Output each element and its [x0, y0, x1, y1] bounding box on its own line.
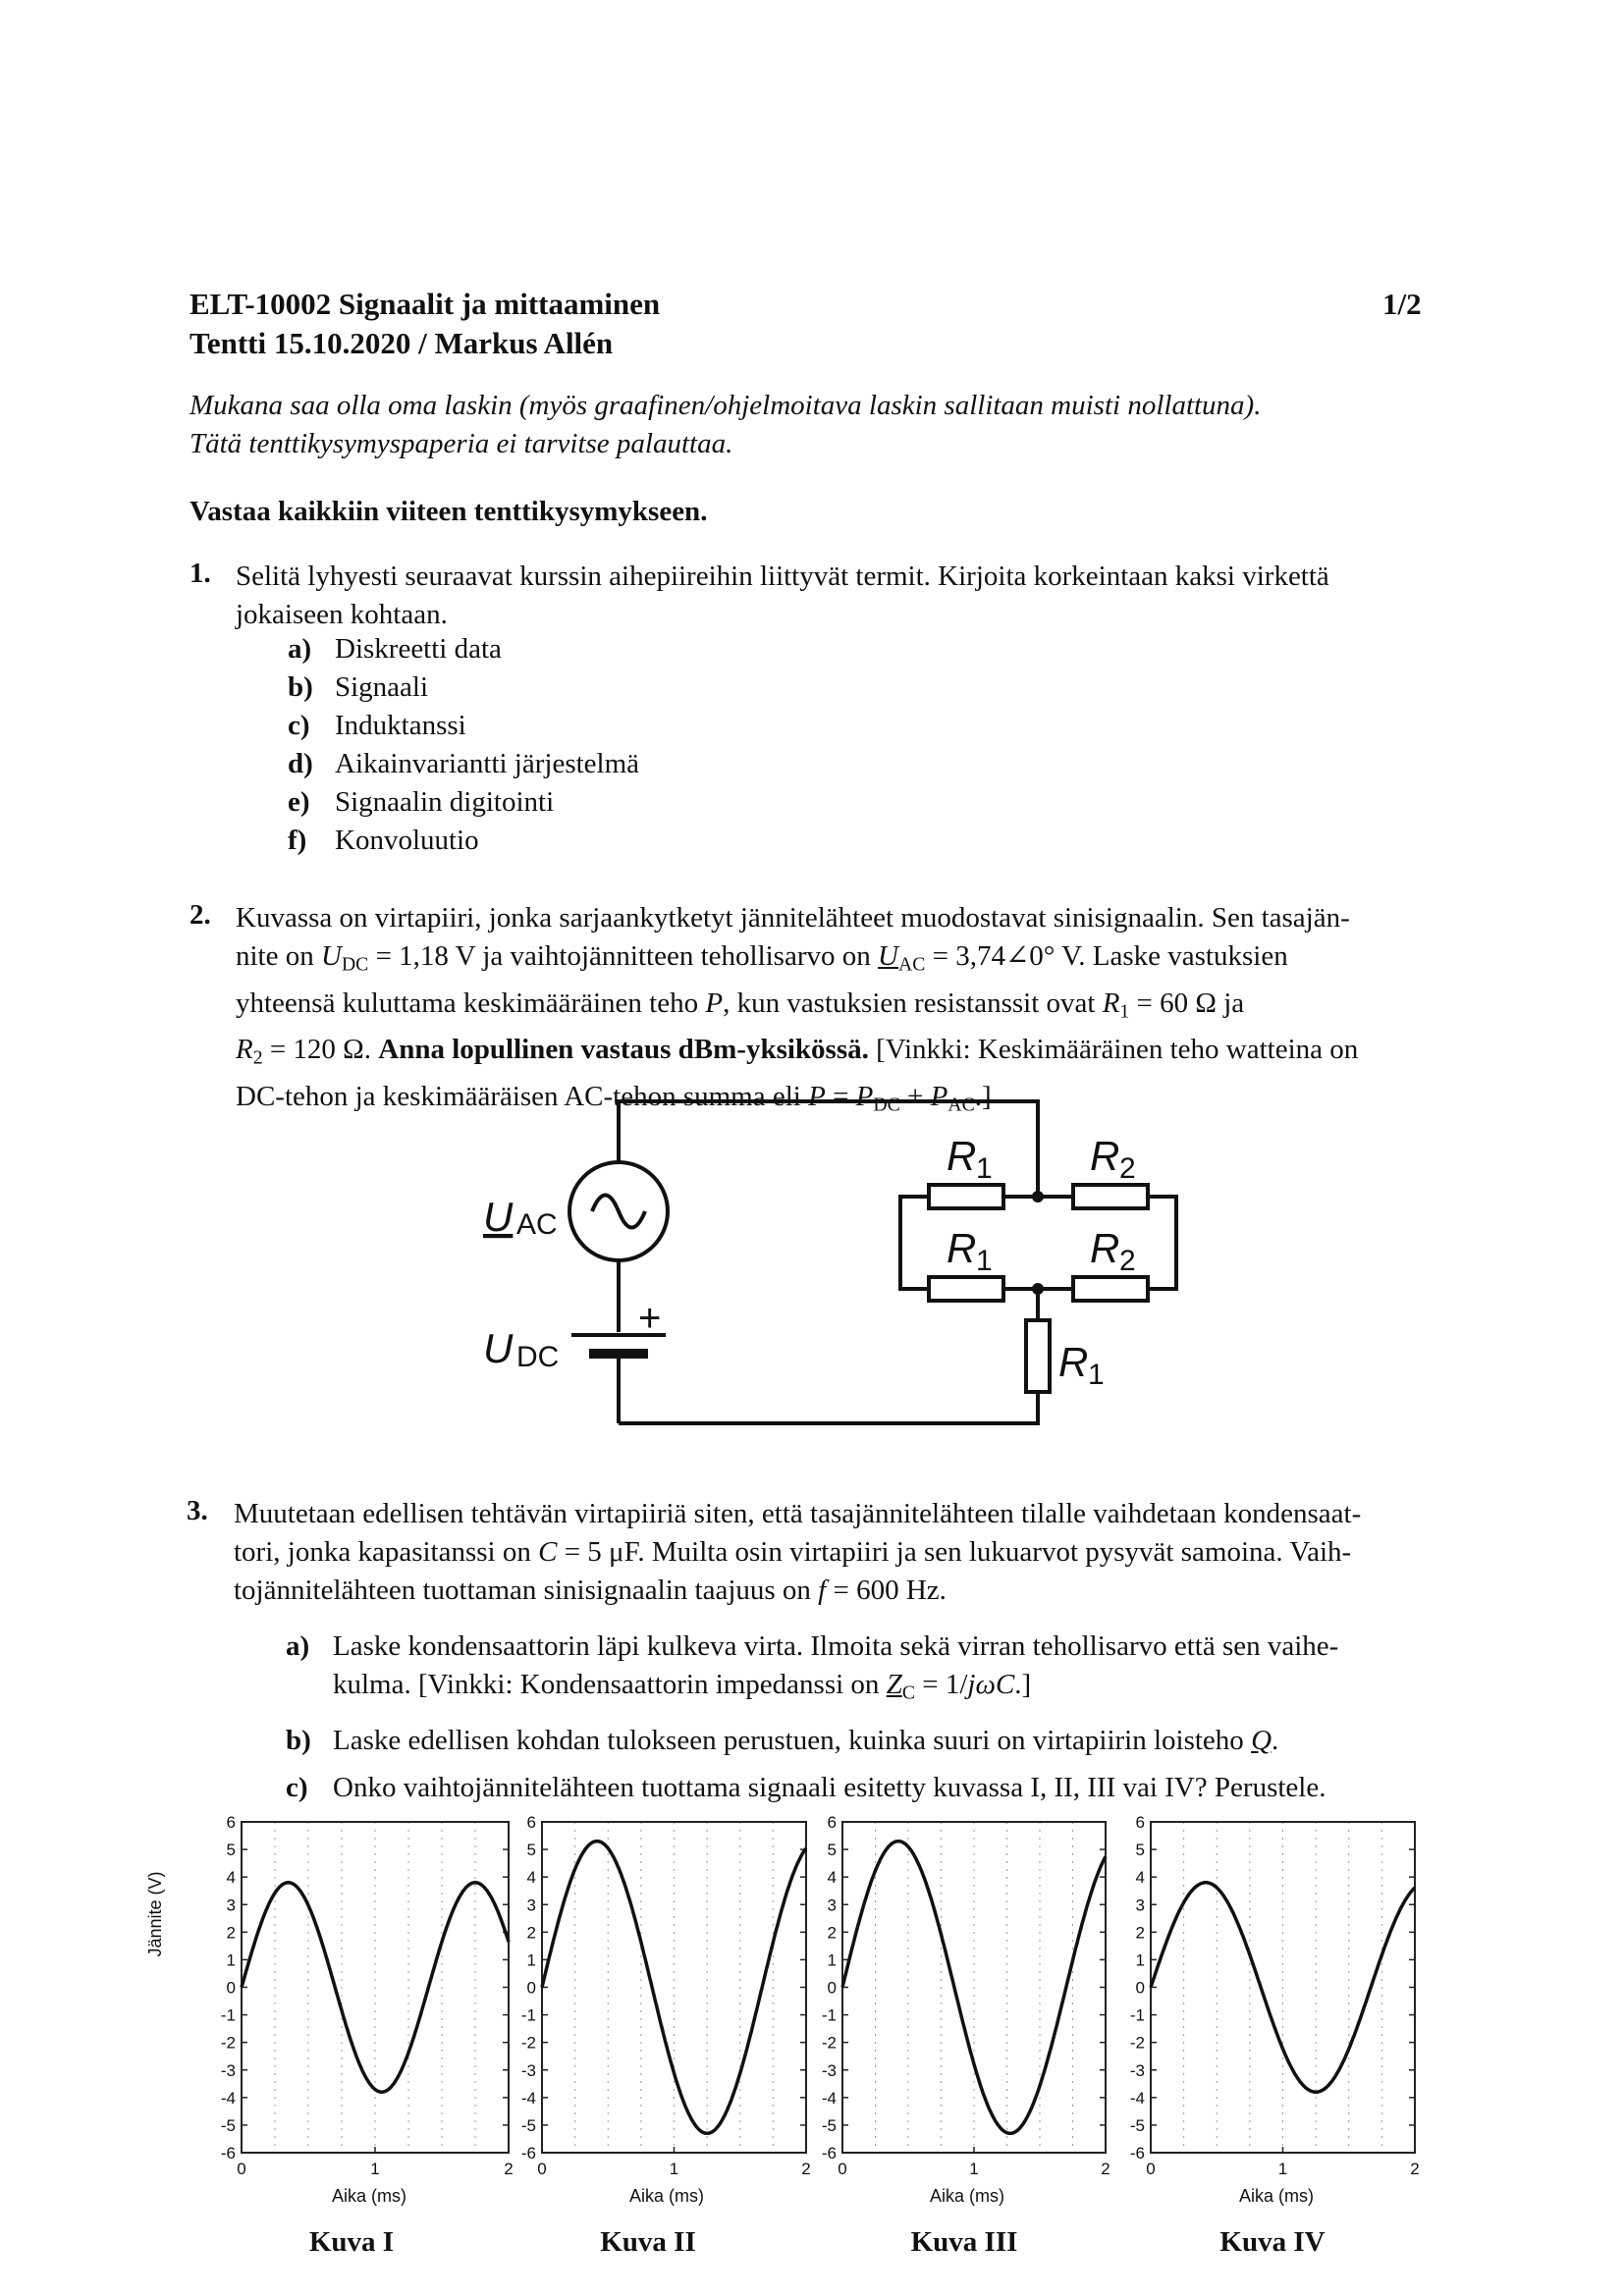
instruction-line-2: Tätä tenttikysymyspaperia ei tarvitse palauttaa.: [189, 428, 733, 459]
chart-ytick-label: 5: [827, 1841, 837, 1860]
chart-ytick-label: 6: [526, 1813, 536, 1832]
chart-ytick-label: 2: [526, 1923, 536, 1943]
chart-ytick-label: 4: [526, 1868, 536, 1888]
exam-title: Tentti 15.10.2020 / Markus Allén: [189, 326, 614, 360]
xlabel-3: Aika (ms): [930, 2186, 1004, 2206]
chart-ytick-label: -3: [220, 2060, 236, 2080]
waveform-charts: [0, 1806, 1624, 2178]
chart-xtick-label: 1: [669, 2160, 679, 2178]
q3-item-a: a) Laske kondensaattorin läpi kulkeva virta. Ilmoita sekä virran tehollisarvo että sen vaihe-: [286, 1630, 1339, 1662]
xlabel-4: Aika (ms): [1239, 2186, 1314, 2206]
resistor-r2-top: [1073, 1185, 1148, 1208]
q3-text: Muutetaan edellisen tehtävän virtapiiriä siten, että tasajännitelähteen tilalle vaihdetaan kondensaat- tori, jonka kapasitanssi on C = 5 μF. Muilta osin virtapiiri ja sen lukuarvot pysyvät samoina. Vaih- tojännitelähteen tuottaman sinisignaalin taajuus on f = 600 Hz.: [234, 1498, 1362, 1606]
plus-sign: +: [638, 1297, 662, 1340]
chart-xtick-label: 1: [969, 2160, 979, 2178]
q1-item: b) Signaali: [288, 671, 429, 703]
node-top: [1032, 1191, 1044, 1202]
circuit-diagram: [461, 1090, 1208, 1443]
chart-ytick-label: 2: [827, 1923, 837, 1943]
chart-ytick-label: -6: [821, 2144, 837, 2163]
chart-ytick-label: -1: [821, 2005, 837, 2025]
chart-ytick-label: -5: [220, 2115, 236, 2135]
q2-text: Kuvassa on virtapiiri, jonka sarjaankytketyt jännitelähteet muodostavat sinisignaalin. Sen tasajän- nite on $U_{DC} = 1,18$ V ja vaihtojännitteen tehollisarvo on $U_{AC}$ = 3,74∠0° V. Laske vastuksien yhteensä kuluttama keskimääräinen teho P, kun vastuksien resistanssit ovat $R_1 = 60$ Ω ja $R_2 = 120$ Ω. Anna lopullinen vastaus dBm-yksikössä. [Vinkki: Keskimääräinen teho watteina on DC-tehon ja keskimääräisen AC-tehon summa eli $P = P_{DC} + P_{AC}$.]: [236, 902, 1359, 1116]
chart-ytick-label: 0: [526, 1978, 536, 1998]
udc-label: U: [483, 1325, 514, 1371]
q3-item-b: b) Laske edellisen kohdan tulokseen perustuen, kuinka suuri on virtapiirin loisteho Q.: [286, 1724, 1279, 1756]
q1-item: f) Konvoluutio: [288, 825, 479, 856]
q3-number: 3.: [187, 1495, 208, 1526]
r1-top-label: R: [947, 1133, 977, 1179]
udc-subscript: DC: [516, 1341, 560, 1373]
chart-ytick-label: 2: [1135, 1923, 1145, 1943]
chart-ytick-label: 5: [226, 1841, 236, 1860]
caption-kuva-i: Kuva I: [308, 2226, 395, 2258]
course-title: ELT-10002 Signaalit ja mittaaminen: [189, 287, 661, 321]
chart-ytick-label: 6: [226, 1813, 236, 1832]
resistor-r1-mid: [929, 1277, 1003, 1301]
chart-ytick-label: -2: [220, 2033, 236, 2053]
q1-item: a) Diskreetti data: [288, 633, 502, 665]
chart-ytick-label: -3: [520, 2060, 536, 2080]
uac-subscript: AC: [516, 1208, 558, 1241]
chart-ytick-label: -1: [1129, 2005, 1145, 2025]
chart-ytick-label: -2: [821, 2033, 837, 2053]
chart-ytick-label: -6: [220, 2144, 236, 2163]
chart-ytick-label: -3: [1129, 2060, 1145, 2080]
chart-xtick-label: 2: [504, 2160, 514, 2178]
chart-ytick-label: -6: [1129, 2144, 1145, 2163]
chart-ytick-label: -2: [520, 2033, 536, 2053]
q1-item-list: [288, 633, 639, 863]
sine-symbol: [592, 1196, 645, 1228]
caption-kuva-iv: Kuva IV: [1219, 2226, 1326, 2258]
chart-ytick-label: 6: [827, 1813, 837, 1832]
r2-mid-label: R: [1090, 1225, 1120, 1271]
xlabel-2: Aika (ms): [629, 2186, 704, 2206]
chart-ytick-label: -4: [520, 2088, 536, 2108]
chart-ytick-label: -2: [1129, 2033, 1145, 2053]
page-number: 1/2: [1382, 287, 1422, 321]
chart-ytick-label: -5: [520, 2115, 536, 2135]
r1-bottom-label: R: [1058, 1339, 1089, 1385]
chart-ytick-label: 6: [1135, 1813, 1145, 1832]
chart-ytick-label: -1: [220, 2005, 236, 2025]
chart-xtick-label: 2: [1410, 2160, 1420, 2178]
chart-ytick-label: 4: [226, 1868, 236, 1888]
chart-ytick-label: -4: [1129, 2088, 1145, 2108]
chart-ytick-label: 0: [1135, 1978, 1145, 1998]
q2-number: 2.: [189, 899, 211, 931]
battery-short-plate: [589, 1349, 648, 1359]
chart-xtick-label: 0: [1146, 2160, 1156, 2178]
q1-item: e) Signaalin digitointi: [288, 786, 555, 818]
chart-ytick-label: 3: [226, 1896, 236, 1915]
q3-subitems: a) Laske kondensaattorin läpi kulkeva virta. Ilmoita sekä virran tehollisarvo että sen vaihe- kulma. [Vinkki: Kondensaattorin impedanssi on $Z_C = 1/j\omega C$.] b) Laske edellisen kohdan tulokseen perustuen, kuinka suuri on virtapiirin loisteho Q. c) Onko vaihtojännitelähteen tuottama signaali esitetty kuvassa I, II, III vai IV? Perustele.: [286, 1628, 1425, 1807]
instruction-line-1: Mukana saa olla oma laskin (myös graafinen/ohjelmoitava laskin sallitaan muisti nollattuna).: [189, 390, 1262, 421]
chart-xtick-label: 1: [370, 2160, 380, 2178]
xlabel-1: Aika (ms): [332, 2186, 406, 2206]
chart-ytick-label: 4: [1135, 1868, 1145, 1888]
resistor-r1-bottom: [1026, 1320, 1050, 1392]
q1-item: c) Induktanssi: [288, 710, 466, 741]
r1-bottom-sub: 1: [1088, 1359, 1105, 1391]
chart-ytick-label: 5: [526, 1841, 536, 1860]
q1-number: 1.: [189, 558, 211, 589]
r2-top-sub: 2: [1119, 1152, 1136, 1185]
q1-line-2: jokaiseen kohtaan.: [236, 599, 448, 630]
chart-ytick-label: -5: [1129, 2115, 1145, 2135]
chart-ytick-label: 2: [226, 1923, 236, 1943]
chart-ytick-label: 0: [226, 1978, 236, 1998]
node-bottom: [1032, 1283, 1044, 1295]
chart-ytick-label: 4: [827, 1868, 837, 1888]
ylabel-1: Jännite (V): [145, 1871, 165, 1957]
chart-xtick-label: 2: [1101, 2160, 1110, 2178]
resistor-r2-mid: [1073, 1277, 1148, 1301]
instruction-bold: Vastaa kaikkiin viiteen tenttikysymykseen.: [189, 496, 708, 527]
q1-line-1: Selitä lyhyesti seuraavat kurssin aihepiireihin liittyvät termit. Kirjoita korkeintaan kaksi virkettä: [236, 561, 1329, 592]
chart-ytick-label: -4: [220, 2088, 236, 2108]
r1-mid-sub: 1: [976, 1245, 993, 1277]
chart-xtick-label: 0: [237, 2160, 246, 2178]
q1-item: d) Aikainvariantti järjestelmä: [288, 748, 640, 779]
chart-ytick-label: 3: [1135, 1896, 1145, 1915]
chart-ytick-label: -1: [520, 2005, 536, 2025]
chart-ytick-label: -3: [821, 2060, 837, 2080]
chart-ytick-label: -6: [520, 2144, 536, 2163]
chart-xtick-label: 0: [537, 2160, 547, 2178]
chart-ytick-label: 1: [1135, 1950, 1145, 1970]
resistor-r1-top: [929, 1185, 1003, 1208]
chart-ytick-label: -4: [821, 2088, 837, 2108]
chart-xtick-label: 0: [838, 2160, 847, 2178]
r2-top-label: R: [1090, 1133, 1120, 1179]
r2-mid-sub: 2: [1119, 1245, 1136, 1277]
chart-ytick-label: 3: [526, 1896, 536, 1915]
chart-ytick-label: 1: [827, 1950, 837, 1970]
chart-xtick-label: 1: [1277, 2160, 1288, 2178]
uac-label: U: [483, 1194, 514, 1240]
chart-ytick-label: -5: [821, 2115, 837, 2135]
q3-item-c: c) Onko vaihtojännitelähteen tuottama signaali esitetty kuvassa I, II, III vai IV? Perustele.: [286, 1771, 1326, 1803]
chart-ytick-label: 3: [827, 1896, 837, 1915]
chart-xtick-label: 2: [801, 2160, 811, 2178]
caption-kuva-iii: Kuva III: [910, 2226, 1018, 2258]
chart-ytick-label: 1: [526, 1950, 536, 1970]
wire-bottom: [619, 1392, 1038, 1423]
r1-mid-label: R: [947, 1225, 977, 1271]
r1-top-sub: 1: [976, 1152, 993, 1185]
chart-ytick-label: 0: [827, 1978, 837, 1998]
caption-kuva-ii: Kuva II: [600, 2226, 696, 2258]
chart-ytick-label: 5: [1135, 1841, 1145, 1860]
chart-ytick-label: 1: [226, 1950, 236, 1970]
